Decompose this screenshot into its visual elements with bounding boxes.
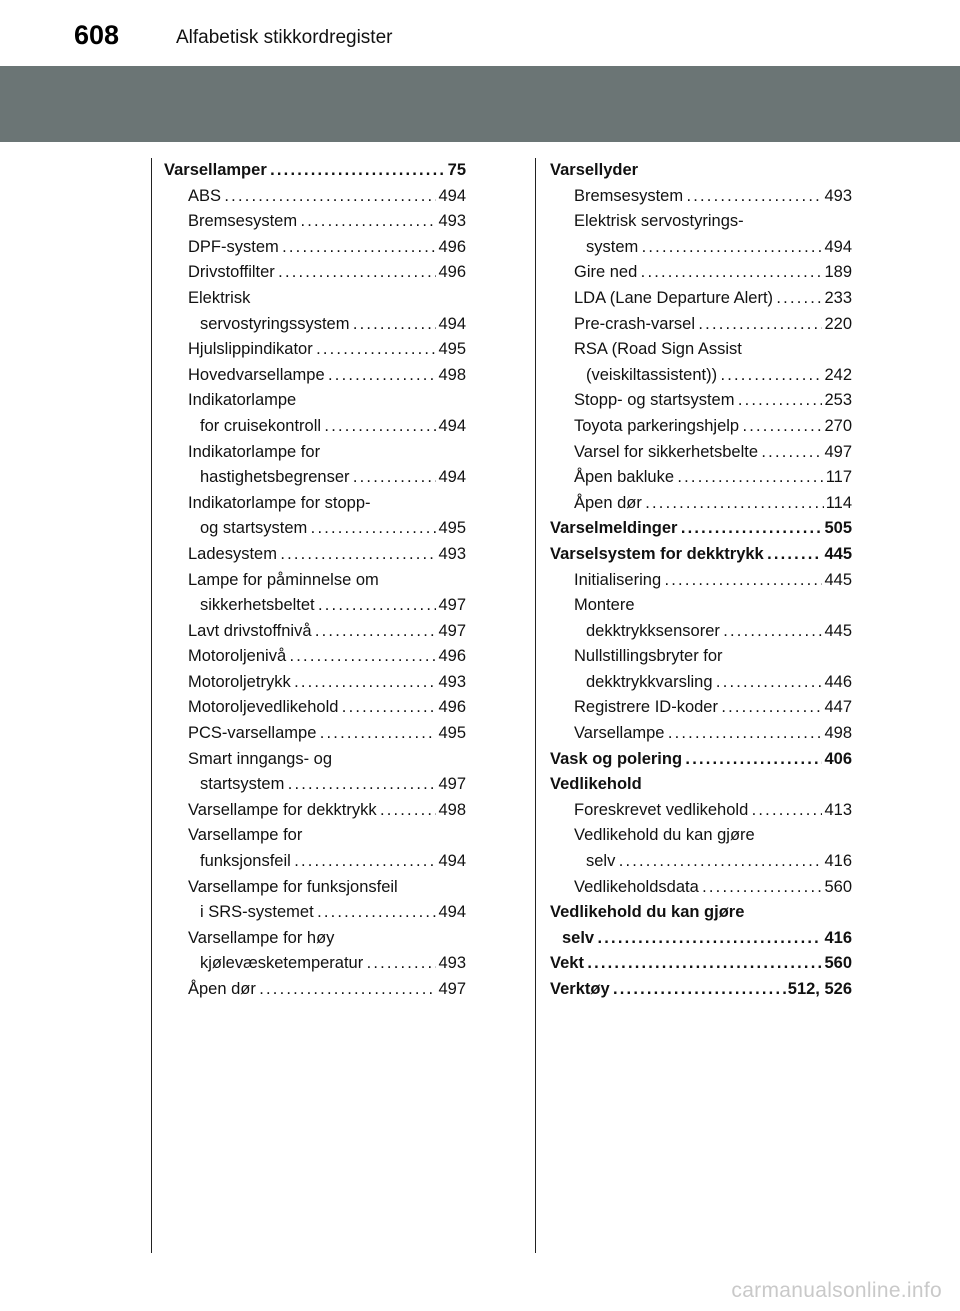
index-entry-sub (164, 312, 466, 338)
entry-page-number: 496 (438, 263, 466, 282)
entry-term: Varsellamper . . . (164, 158, 446, 184)
index-entry-sub (164, 542, 466, 568)
index-entry-main (164, 158, 466, 184)
entry-term: Varsellampe for høy (188, 928, 335, 947)
entry-term: dekktrykksensorer . . . (586, 619, 822, 645)
index-entry-sub (550, 209, 852, 235)
entry-term: Hjulslippindikator . . . (188, 337, 436, 363)
entry-term: for cruisekontroll . . . (200, 414, 436, 440)
index-entry-sub (164, 184, 466, 210)
entry-term: Gire ned . . . (574, 260, 822, 286)
entry-page-number: 189 (824, 263, 852, 282)
entry-term: PCS-varsellampe . . . (188, 721, 436, 747)
index-entry-sub (164, 798, 466, 824)
entry-term: Vask og polering . . . (550, 747, 822, 773)
index-entry-main (550, 747, 852, 773)
entry-page-number: 496 (438, 698, 466, 717)
entry-page-number: 75 (447, 161, 466, 179)
index-column-left (164, 158, 466, 1003)
entry-page-number: 494 (438, 468, 466, 487)
entry-term: Ladesystem . . . (188, 542, 436, 568)
entry-term: selv . . . (586, 849, 822, 875)
index-entry-sub (164, 670, 466, 696)
index-entry-sub (164, 875, 466, 901)
index-entry-sub (164, 747, 466, 773)
index-entry-sub (164, 695, 466, 721)
index-entry-sub (164, 593, 466, 619)
index-entry-sub (550, 440, 852, 466)
entry-page-number: 493 (438, 212, 466, 231)
entry-term: RSA (Road Sign Assist (574, 340, 742, 359)
entry-term: i SRS-systemet . . . (200, 900, 436, 926)
entry-term: startsystem . . . (200, 772, 436, 798)
index-entry-sub (550, 568, 852, 594)
entry-term: Indikatorlampe for (188, 442, 321, 461)
entry-page-number: 505 (824, 519, 852, 538)
index-entry-sub (550, 184, 852, 210)
index-entry-main (550, 951, 852, 977)
entry-page-number: 445 (824, 544, 852, 563)
index-entry-main (550, 158, 852, 184)
entry-term: Montere (574, 596, 635, 615)
index-entry-sub (550, 619, 852, 645)
index-entry-sub (164, 388, 466, 414)
index-entry-sub (164, 516, 466, 542)
index-entry-main (550, 977, 852, 1003)
entry-term: Motoroljevedlikehold . . . (188, 695, 436, 721)
index-entry-sub (550, 721, 852, 747)
entry-page-number: 117 (825, 468, 852, 487)
entry-term: Bremsesystem . . . (188, 209, 436, 235)
entry-term: hastighetsbegrenser . . . (200, 465, 436, 491)
index-entry-main (550, 772, 852, 798)
entry-term: sikkerhetsbeltet . . . (200, 593, 436, 619)
entry-term: Åpen dør . . . (188, 977, 436, 1003)
header-band (0, 66, 960, 142)
entry-term: Åpen bakluke . . . (574, 465, 824, 491)
entry-term: system . . . (586, 235, 822, 261)
index-entry-sub (550, 670, 852, 696)
entry-page-number: 493 (438, 544, 466, 563)
entry-page-number: 497 (438, 980, 466, 998)
index-entry-sub (164, 465, 466, 491)
entry-term: LDA (Lane Departure Alert) . . . (574, 286, 822, 312)
entry-page-number: 416 (824, 852, 852, 871)
entry-page-number: 242 (824, 365, 852, 384)
entry-term: DPF-system . . . (188, 235, 436, 261)
entry-term: Nullstillingsbryter for (574, 647, 723, 666)
entry-term: Hovedvarsellampe . . . (188, 363, 436, 389)
entry-page-number: 498 (438, 800, 466, 819)
index-entry-sub (164, 440, 466, 466)
entry-page-number: 220 (824, 314, 852, 333)
index-entry-sub (164, 926, 466, 952)
entry-term: og startsystem . . . (200, 516, 436, 542)
index-entry-sub (164, 772, 466, 798)
entry-page-number: 445 (824, 621, 852, 640)
index-entry-sub (164, 491, 466, 517)
entry-term: Vedlikehold (550, 775, 642, 794)
index-entry-sub (164, 951, 466, 977)
page-number: 608 (74, 20, 120, 50)
index-entry-sub (550, 312, 852, 338)
entry-term: ABS . . . (188, 184, 436, 210)
entry-term: Varsellampe for dekktrykk . . . (188, 798, 436, 824)
entry-page-number: 445 (824, 570, 852, 589)
entry-page-number: 560 (824, 954, 852, 973)
entry-term: Stopp- og startsystem . . . (574, 388, 822, 414)
entry-term: Smart inngangs- og (188, 749, 332, 768)
index-entry-main (550, 516, 852, 542)
entry-term: Elektrisk servostyrings- (574, 212, 744, 231)
entry-page-number: 497 (438, 621, 466, 640)
entry-term: Vedlikeholdsdata . . . (574, 875, 822, 901)
index-entry-sub (164, 568, 466, 594)
index-entry-sub (164, 721, 466, 747)
entry-term: Vedlikehold du kan gjøre (574, 826, 755, 845)
entry-term: kjølevæsketemperatur . . . (200, 951, 436, 977)
entry-term: servostyringssystem . . . (200, 312, 436, 338)
entry-page-number: 494 (438, 186, 466, 205)
entry-term: Varsellampe for (188, 826, 303, 845)
entry-term: Varselsystem for dekktrykk . . . (550, 542, 822, 568)
entry-page-number: 496 (438, 647, 466, 666)
entry-term: Varsellyder (550, 161, 639, 179)
index-entry-sub (550, 491, 852, 517)
entry-page-number: 495 (438, 519, 466, 538)
entry-term: Bremsesystem . . . (574, 184, 822, 210)
entry-term: Motoroljenivå . . . (188, 644, 436, 670)
entry-page-number: 497 (438, 596, 466, 615)
entry-page-number: 233 (824, 288, 852, 307)
entry-term: Pre-crash-varsel . . . (574, 312, 822, 338)
index-entry-sub (550, 875, 852, 901)
index-entry-sub (550, 644, 852, 670)
index-entry-sub (550, 465, 852, 491)
entry-term: Varsellampe . . . (574, 721, 822, 747)
entry-term: Indikatorlampe for stopp- (188, 493, 371, 512)
index-entry-sub (164, 414, 466, 440)
watermark: carmanualsonline.info (731, 1279, 942, 1302)
entry-page-number: 406 (824, 749, 852, 768)
index-entry-sub (550, 823, 852, 849)
entry-page-number: 497 (824, 442, 852, 461)
entry-page-number: 413 (824, 800, 852, 819)
index-entry-sub (550, 337, 852, 363)
index-entry-sub (550, 414, 852, 440)
entry-term: Elektrisk (188, 288, 251, 307)
entry-page-number: 496 (438, 237, 466, 256)
index-entry-sub (550, 695, 852, 721)
index-entry-main (550, 926, 852, 952)
index-entry-sub (164, 849, 466, 875)
entry-page-number: 494 (438, 416, 466, 435)
entry-term: Verktøy . . . (550, 977, 786, 1003)
index-entry-sub (164, 977, 466, 1003)
center-column-rule (535, 158, 536, 1253)
entry-page-number: 494 (824, 237, 852, 256)
index-entry-main (550, 900, 852, 926)
entry-term: Lampe for påminnelse om (188, 570, 379, 589)
entry-term: Indikatorlampe (188, 391, 297, 410)
index-entry-sub (164, 209, 466, 235)
entry-page-number: 447 (824, 698, 852, 717)
left-column-rule (151, 158, 152, 1253)
page-header (0, 0, 960, 58)
entry-term: Initialisering . . . (574, 568, 822, 594)
entry-term: Foreskrevet vedlikehold . . . (574, 798, 822, 824)
entry-term: Varsel for sikkerhetsbelte . . . (574, 440, 822, 466)
entry-term: Varselmeldinger . . . (550, 516, 822, 542)
index-entry-sub (550, 363, 852, 389)
entry-page-number: 493 (438, 954, 466, 973)
entry-page-number: 512, 526 (787, 980, 852, 998)
entry-term: funksjonsfeil . . . (200, 849, 436, 875)
entry-page-number: 494 (438, 903, 466, 922)
index-entry-sub (164, 900, 466, 926)
entry-page-number: 495 (438, 724, 466, 743)
entry-page-number: 560 (824, 877, 852, 896)
entry-page-number: 495 (438, 340, 466, 359)
entry-term: Drivstoffilter . . . (188, 260, 436, 286)
entry-term: Lavt drivstoffnivå . . . (188, 619, 436, 645)
index-entry-sub (164, 235, 466, 261)
entry-term: Åpen dør . . . (574, 491, 824, 517)
entry-term: (veiskiltassistent)) . . . (586, 363, 822, 389)
entry-page-number: 494 (438, 314, 466, 333)
index-entry-sub (550, 593, 852, 619)
index-entry-sub (164, 619, 466, 645)
index-entry-sub (550, 235, 852, 261)
index-entry-sub (164, 823, 466, 849)
entry-page-number: 493 (824, 186, 852, 205)
index-entry-sub (550, 849, 852, 875)
entry-page-number: 114 (825, 493, 852, 512)
entry-term: Toyota parkeringshjelp . . . (574, 414, 822, 440)
entry-term: Varsellampe for funksjonsfeil (188, 877, 398, 896)
entry-term: Vedlikehold du kan gjøre (550, 903, 745, 922)
index-entry-sub (550, 798, 852, 824)
index-entry-sub (164, 260, 466, 286)
entry-page-number: 493 (438, 672, 466, 691)
entry-term: Registrere ID-koder . . . (574, 695, 822, 721)
entry-page-number: 446 (824, 672, 852, 691)
index-entry-sub (550, 260, 852, 286)
entry-page-number: 498 (824, 724, 852, 743)
entry-page-number: 498 (438, 365, 466, 384)
entry-page-number: 416 (824, 928, 852, 947)
index-column-right (550, 158, 852, 1003)
index-entry-sub (550, 388, 852, 414)
section-title: Alfabetisk stikkordregister (176, 27, 393, 48)
entry-term: Vekt . . . (550, 951, 822, 977)
entry-page-number: 497 (438, 775, 466, 794)
index-entry-sub (164, 286, 466, 312)
index-entry-sub (550, 286, 852, 312)
index-entry-sub (164, 337, 466, 363)
index-entry-main (550, 542, 852, 568)
entry-page-number: 253 (824, 391, 852, 410)
entry-page-number: 494 (438, 852, 466, 871)
index-entry-sub (164, 363, 466, 389)
entry-page-number: 270 (824, 416, 852, 435)
index-entry-sub (164, 644, 466, 670)
entry-term: Motoroljetrykk . . . (188, 670, 436, 696)
entry-term: dekktrykkvarsling . . . (586, 670, 822, 696)
entry-term: selv . . . (562, 926, 822, 952)
